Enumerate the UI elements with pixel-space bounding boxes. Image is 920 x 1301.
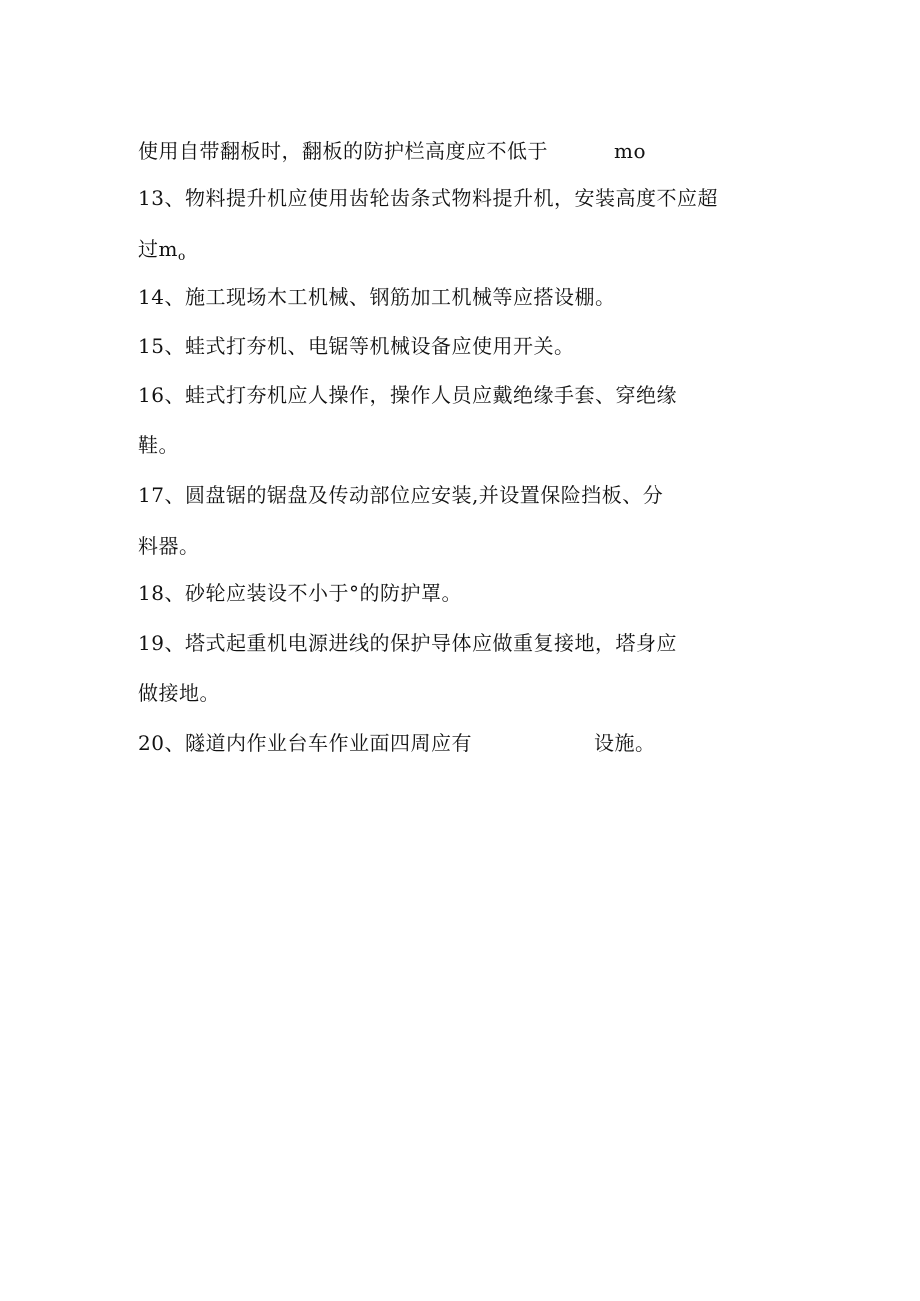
line-13-text: 20、隧道内作业台车作业面四周应有 [138, 731, 472, 755]
line-6-text: 16、蛙式打夯机应人操作，操作人员应戴绝缘手套、穿绝缘 [138, 383, 677, 407]
text-line-3 [138, 236, 186, 269]
text-line-6 [138, 382, 677, 408]
text-line-13 [138, 730, 655, 756]
line-12-text: 做接地。 [138, 681, 220, 705]
line-13-tail: 设施。 [593, 731, 656, 755]
text-line-4 [138, 284, 615, 310]
text-line-1 [138, 138, 646, 164]
text-line-7 [138, 432, 179, 458]
line-11-text: 19、塔式起重机电源进线的保护导体应做重复接地，塔身应 [138, 631, 677, 655]
line-1-unit: mo [614, 139, 647, 163]
line-4-text: 14、施工现场木工机械、钢筋加工机械等应搭设棚。 [138, 285, 616, 309]
line-2-text: 13、物料提升机应使用齿轮齿条式物料提升机，安装高度不应超 [138, 186, 718, 210]
line-1-text: 使用自带翻板时，翻板的防护栏高度应不低于 [138, 139, 548, 163]
line-10-text: 18、砂轮应装设不小于°的防护罩。 [138, 581, 462, 605]
line-9-text: 料器。 [138, 534, 200, 558]
text-line-8 [138, 482, 663, 508]
text-line-10 [138, 580, 462, 606]
text-line-12 [138, 680, 220, 706]
line-7-text: 鞋。 [138, 433, 179, 457]
text-line-2 [138, 185, 718, 211]
text-line-9 [138, 533, 200, 559]
line-3-text: 过m [138, 237, 178, 261]
line-8-text: 17、圆盘锯的锯盘及传动部位应安装,并设置保险挡板、分 [138, 483, 664, 507]
text-line-5 [138, 333, 574, 359]
text-line-11 [138, 630, 677, 656]
line-3-subscript: o [177, 249, 186, 263]
line-5-text: 15、蛙式打夯机、电锯等机械设备应使用开关。 [138, 334, 575, 358]
